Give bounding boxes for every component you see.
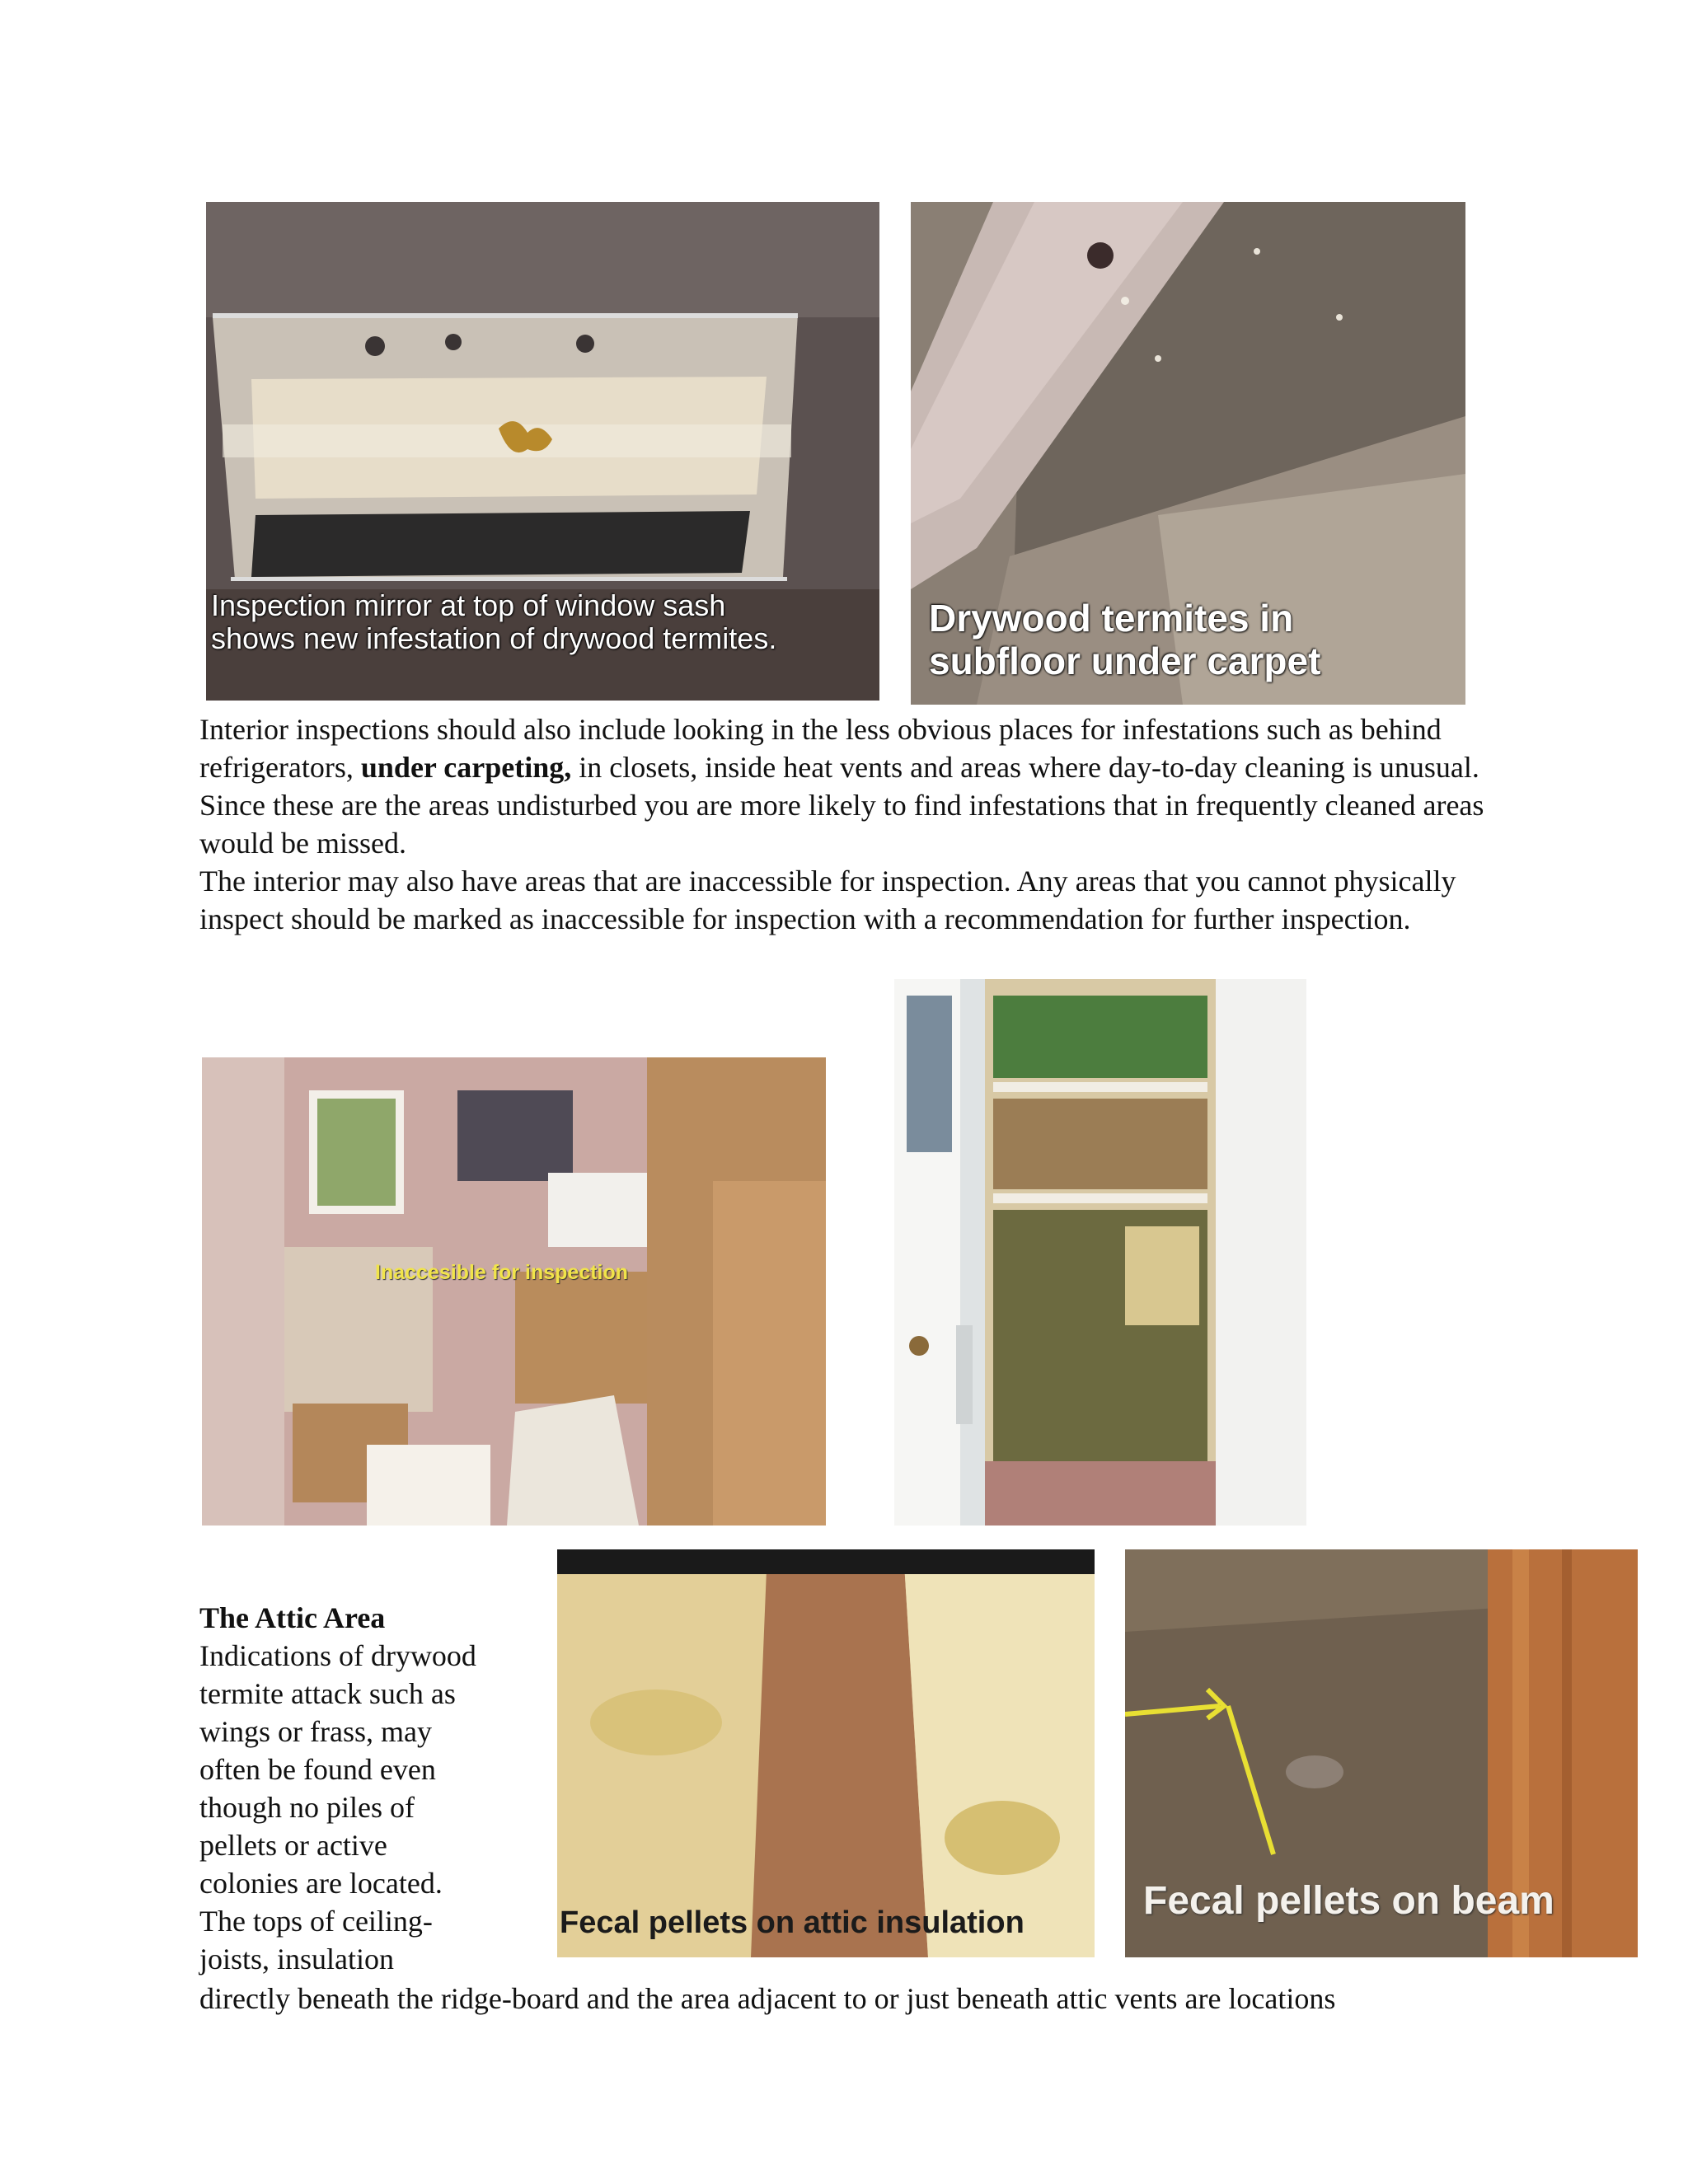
subfloor-caption (929, 598, 1320, 682)
attic-line: joists, insulation (199, 1943, 395, 1975)
interior-p1-bold: under carpeting, (360, 751, 572, 784)
interior-paragraph-2: The interior may also have areas that are inaccessible for inspection. Any areas that you cannot physically inspect should be marked as inaccessible for inspection with a recommendation for further inspection. (199, 865, 1456, 935)
attic-line: colonies are located. (199, 1867, 443, 1900)
interior-p1-end: in closets, inside heat vents and areas where day-to-day cleaning is unusual. Since these are the areas undisturbed you are more likely to find infestations that in frequently cleaned areas would be missed. (199, 751, 1484, 860)
attic-line: pellets or active (199, 1829, 387, 1862)
attic-line: often be found even (199, 1753, 436, 1786)
attic-continuation: directly beneath the ridge-board and the area adjacent to or just beneath attic vents are locations (199, 1982, 1336, 2015)
attic-side-text (199, 1599, 529, 1978)
storage-room-caption: Inaccesible for inspection (375, 1261, 629, 1284)
insulation-caption: Fecal pellets on attic insulation (560, 1905, 1025, 1940)
attic-line: The tops of ceiling- (199, 1905, 433, 1938)
attic-line: Indications of drywood (199, 1639, 476, 1672)
beam-caption: Fecal pellets on beam (1143, 1879, 1554, 1923)
interior-paragraph-1 (199, 710, 1485, 862)
mirror-caption (211, 589, 776, 656)
mirror-caption-line2: shows new infestation of drywood termites. (211, 621, 777, 656)
subfloor-caption-line1: Drywood termites in (929, 597, 1294, 640)
storage-room-photo (202, 1057, 826, 1526)
subfloor-termites-photo (911, 202, 1465, 705)
closet-photo (894, 979, 1306, 1526)
subfloor-caption-line2: subfloor under carpet (929, 639, 1321, 682)
inspection-mirror-photo (206, 202, 879, 701)
insulation-photo-art (557, 1549, 1095, 1957)
beam-photo (1125, 1549, 1638, 1957)
attic-line: though no piles of (199, 1791, 415, 1824)
closet-photo-art (894, 979, 1306, 1526)
attic-heading: The Attic Area (199, 1601, 386, 1634)
mirror-caption-line1: Inspection mirror at top of window sash (211, 588, 726, 622)
interior-p1-start: Interior inspections should also include looking in the less obvious places for infestations such as behind refrigerators, (199, 713, 1442, 784)
storage-room-photo-art (202, 1057, 826, 1526)
attic-insulation-photo (557, 1549, 1095, 1957)
attic-line: wings or frass, may (199, 1715, 432, 1748)
attic-line: termite attack such as (199, 1677, 456, 1710)
